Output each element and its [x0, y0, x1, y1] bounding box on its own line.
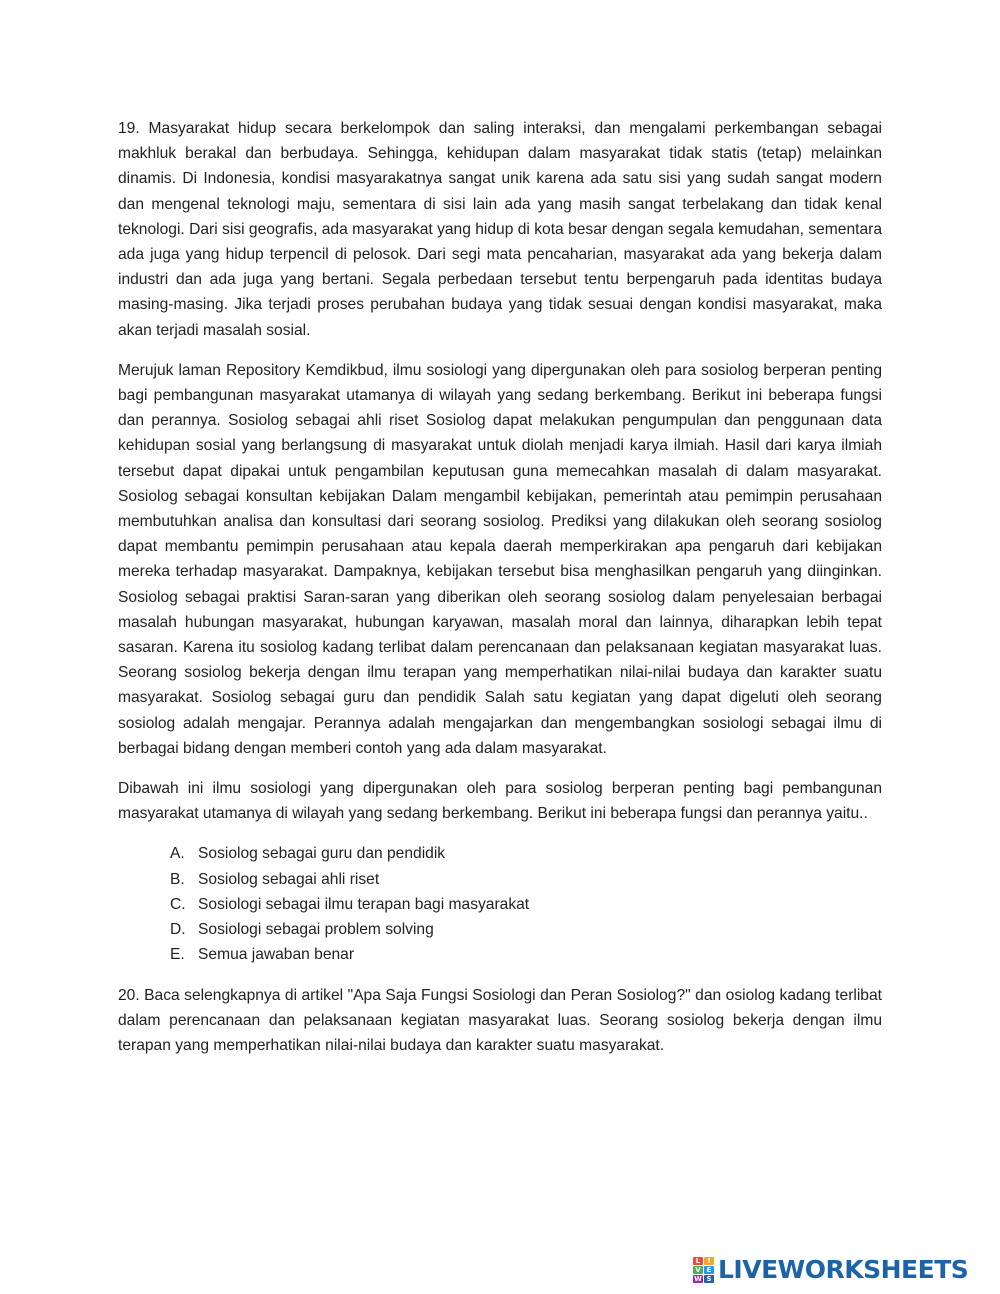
option-text: Sosiolog sebagai guru dan pendidik	[198, 845, 446, 863]
option-text: Sosiolog sebagai ahli riset	[198, 870, 380, 888]
logo-cell: E	[704, 1266, 714, 1274]
option-letter: E.	[170, 946, 185, 964]
logo-cell: I	[704, 1257, 714, 1265]
option-letter: D.	[170, 921, 186, 939]
logo-cell: L	[693, 1257, 703, 1265]
worksheet-page	[118, 116, 882, 1073]
logo-cell: W	[694, 1275, 702, 1283]
option-text: Sosiologi sebagai ilmu terapan bagi masyarakat	[198, 895, 530, 913]
option-c[interactable]	[170, 892, 882, 917]
option-text: Sosiologi sebagai problem solving	[198, 921, 434, 939]
option-b[interactable]	[170, 867, 882, 892]
option-text: Semua jawaban benar	[198, 946, 355, 964]
option-d[interactable]	[170, 917, 882, 942]
option-e[interactable]	[170, 942, 882, 967]
question-19-paragraph-2: Merujuk laman Repository Kemdikbud, ilmu sosiologi yang dipergunakan oleh para sosiolog berperan penting bagi pembangunan masyarakat utamanya di wilayah yang sedang berkembang. Berikut ini beberapa fungsi dan perannya. Sosiolog sebagai ahli riset Sosiolog dapat melakukan pengumpulan dan penggunaan data kehidupan sosial yang berlangsung di masyarakat untuk diolah menjadi karya ilmiah. Hasil dari karya ilmiah tersebut dapat dipakai untuk pengambilan keputusan guna memecahkan masalah di dalam masyarakat. Sosiolog sebagai konsultan kebijakan Dalam mengambil kebijakan, pemerintah atau pemimpin perusahaan membutuhkan analisa dan konsultasi dari seorang sosiolog. Prediksi yang dilakukan oleh seorang sosiolog dapat membantu pemimpin perusahaan atau kepala daerah memperkirakan apa pengaruh dari kebijakan mereka terhadap masyarakat. Dampaknya, kebijakan tersebut bisa menghasilkan pengaruh yang diinginkan. Sosiolog sebagai praktisi Saran-saran yang diberikan oleh seorang sosiolog dalam penyelesaian berbagai masalah hubungan masyarakat, hubungan karyawan, masalah moral dan lainnya, diharapkan lebih tepat sasaran. Karena itu sosiolog kadang terlibat dalam perencanaan dan pelaksanaan kegiatan masyarakat luas. Seorang sosiolog bekerja dengan ilmu terapan yang memperhatikan nilai-nilai budaya dan karakter suatu masyarakat. Sosiolog sebagai guru dan pendidik Salah satu kegiatan yang dapat digeluti oleh seorang sosiolog adalah mengajar. Perannya adalah mengajarkan dan mengembangkan sosiologi sebagai ilmu di berbagai bidang dengan memberi contoh yang ada dalam masyarakat.	[118, 361, 882, 757]
brand-name: LIVEWORKSHEETS	[718, 1255, 969, 1284]
liveworksheets-logo	[693, 1255, 968, 1285]
question-19-paragraph-1: 19. Masyarakat hidup secara berkelompok dan saling interaksi, dan mengalami perkembangan sebagai makhluk berakal dan berbudaya. Sehingga, kehidupan dalam masyarakat tidak statis (tetap) melainkan dinamis. Di Indonesia, kondisi masyarakatnya sangat unik karena ada satu sisi yang sudah sangat modern dan mengenal teknologi maju, sementara di sisi lain ada yang masih sangat terbelakang dan tidak kenal teknologi. Dari sisi geografis, ada masyarakat yang hidup di kota besar dengan segala kemudahan, sementara ada juga yang hidup terpencil di pelosok. Dari segi mata pencaharian, masyarakat ada yang bekerja dalam industri dan ada juga yang bertani. Segala perbedaan tersebut tentu berpengaruh pada identitas budaya masing-masing. Jika terjadi proses perubahan budaya yang tidak sesuai dengan kondisi masyarakat, maka akan terjadi masalah sosial.	[118, 120, 882, 339]
option-letter: B.	[170, 870, 185, 888]
option-letter: C.	[170, 895, 186, 913]
option-letter: A.	[170, 845, 185, 863]
liveworksheets-logo-icon	[693, 1257, 714, 1283]
option-a[interactable]	[170, 841, 882, 866]
logo-cell: S	[704, 1275, 714, 1283]
logo-cell: V	[693, 1266, 703, 1274]
question-19-options	[118, 841, 882, 967]
question-19-prompt: Dibawah ini ilmu sosiologi yang dipergunakan oleh para sosiolog berperan penting bagi pembangunan masyarakat utamanya di wilayah yang sedang berkembang. Berikut ini beberapa fungsi dan perannya yaitu..	[118, 780, 882, 823]
question-20-paragraph-1: 20. Baca selengkapnya di artikel "Apa Saja Fungsi Sosiologi dan Peran Sosiolog?" dan osiolog kadang terlibat dalam perencanaan dan pelaksanaan kegiatan masyarakat luas. Seorang sosiolog bekerja dengan ilmu terapan yang memperhatikan nilai-nilai budaya dan karakter suatu masyarakat.	[118, 986, 882, 1054]
